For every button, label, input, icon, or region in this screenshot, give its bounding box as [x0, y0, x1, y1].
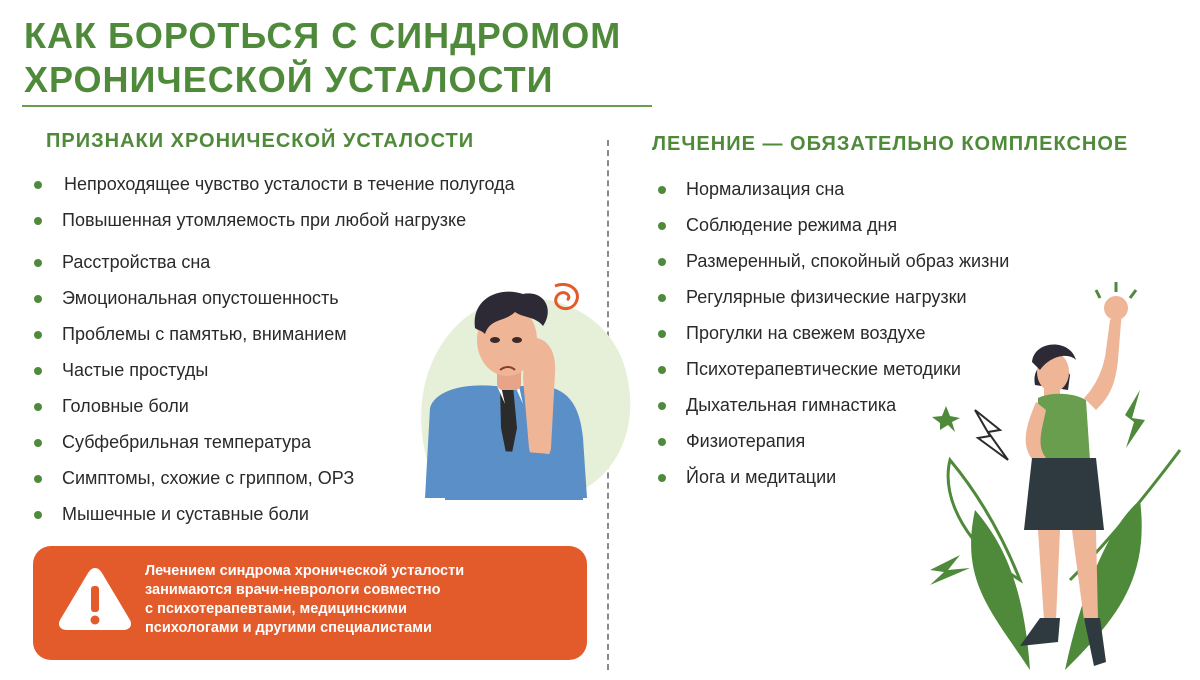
bullet-icon [658, 366, 666, 374]
bullet-icon [34, 217, 42, 225]
title-line-1: КАК БОРОТЬСЯ С СИНДРОМОМ [24, 15, 622, 56]
alert-line: с психотерапевтами, медицинскими [145, 601, 407, 617]
bullet-icon [34, 403, 42, 411]
alert-line: Лечением синдрома хронической усталости [145, 563, 465, 579]
sign-item-text: Частые простуды [62, 360, 209, 380]
sign-item-text: Головные боли [62, 396, 189, 416]
bullet-icon [34, 475, 42, 483]
bullet-icon [658, 438, 666, 446]
bullet-icon [658, 222, 666, 230]
sign-item-text: Проблемы с памятью, вниманием [62, 324, 347, 344]
treatment-item-text: Йога и медитации [686, 467, 837, 487]
treatment-item-text: Физиотерапия [686, 431, 806, 451]
bullet-icon [34, 439, 42, 447]
signs-heading: ПРИЗНАКИ ХРОНИЧЕСКОЙ УСТАЛОСТИ [46, 130, 475, 152]
alert-message [145, 562, 555, 638]
title-underline [22, 105, 652, 107]
page-title [24, 14, 621, 102]
bullet-icon [658, 258, 666, 266]
bullet-icon [34, 367, 42, 375]
treatment-item-text: Нормализация сна [686, 179, 845, 199]
bullet-icon [658, 474, 666, 482]
alert-line: психологами и другими специалистами [145, 620, 432, 636]
specialists-alert [33, 546, 587, 660]
sign-item-text: Расстройства сна [62, 252, 211, 272]
treatment-heading: ЛЕЧЕНИЕ — ОБЯЗАТЕЛЬНО КОМПЛЕКСНОЕ [652, 133, 1129, 155]
treatment-item-text: Регулярные физические нагрузки [686, 287, 967, 307]
alert-line: занимаются врачи-неврологи совместно [145, 582, 441, 598]
sign-item-text: Симптомы, схожие с гриппом, ОРЗ [62, 468, 355, 488]
sign-item-text: Повышенная утомляемость при любой нагрузке [62, 210, 467, 230]
treatment-item-text: Прогулки на свежем воздухе [686, 323, 926, 343]
bullet-icon [658, 294, 666, 302]
treatment-item-text: Размеренный, спокойный образ жизни [686, 251, 1010, 271]
sign-item-text: Непроходящее чувство усталости в течение полугода [64, 174, 515, 194]
bullet-icon [658, 330, 666, 338]
bullet-icon [34, 511, 42, 519]
bullet-icon [34, 181, 42, 189]
treatment-item-text: Дыхательная гимнастика [686, 395, 897, 415]
bullet-icon [34, 331, 42, 339]
tired-person-illustration [405, 278, 645, 500]
energetic-person-illustration [900, 280, 1200, 672]
sign-item-text: Мышечные и суставные боли [62, 504, 309, 524]
bullet-icon [658, 186, 666, 194]
bullet-icon [34, 259, 42, 267]
title-line-2: ХРОНИЧЕСКОЙ УСТАЛОСТИ [24, 59, 554, 100]
treatment-item-text: Психотерапевтические методики [686, 359, 961, 379]
bullet-icon [658, 402, 666, 410]
treatment-item-text: Соблюдение режима дня [686, 215, 898, 235]
sign-item-text: Эмоциональная опустошенность [62, 288, 339, 308]
warning-icon [57, 564, 133, 632]
bullet-icon [34, 295, 42, 303]
sign-item-text: Субфебрильная температура [62, 432, 311, 452]
